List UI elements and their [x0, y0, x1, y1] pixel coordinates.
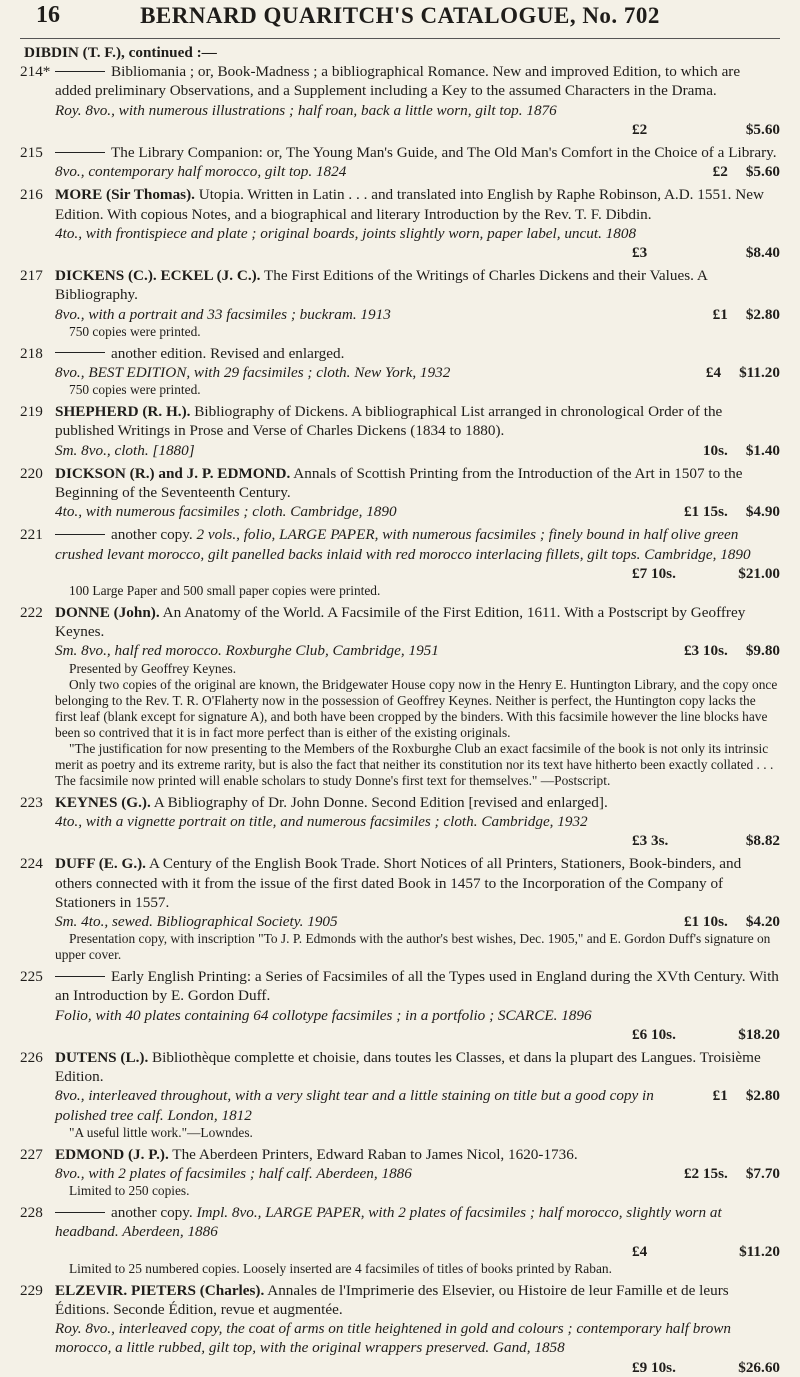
section-heading-text: DIBDIN (T. F.), continued :— — [24, 44, 217, 61]
catalogue-entry — [20, 1048, 780, 1141]
price-gbp: £4 — [705, 364, 722, 382]
price-usd: $26.60 — [738, 1358, 780, 1376]
entry-note: 750 copies were printed. — [69, 382, 201, 398]
price-gbp: £7 10s. — [632, 564, 676, 582]
entry-note: Presentation copy, with inscription "To J. P. Edmonds with the author's best wishes, Dec. 1905," and E. Gordon Duff's signature on upper cover. — [55, 931, 771, 963]
catalogue-entry — [20, 603, 780, 789]
catalogue-entry — [20, 1145, 780, 1199]
entry-title: Early English Printing: a Series of Facsimiles of all the Types used in England during the XVth Century. With an Introduction by E. Gordon Duff. — [55, 968, 779, 1005]
price-gbp: 10s. — [702, 441, 728, 459]
entry-title: The Library Companion: or, The Young Man's Guide, and The Old Man's Comfort in the Choice of a Library. — [111, 144, 777, 162]
entry-number: 222 — [20, 604, 43, 622]
ditto-dash — [55, 352, 105, 353]
entry-imprint: 8vo., interleaved throughout, with a very slight tear and a little staining on title but a good copy in polished tree calf. London, 1812 — [55, 1087, 654, 1124]
entry-note: 750 copies were printed. — [69, 323, 201, 339]
price-usd: $4.20 — [745, 912, 780, 930]
entry-title: The Aberdeen Printers, Edward Raban to James Nicol, 1620-1736. — [172, 1145, 578, 1163]
entry-title: Annales de l'Imprimerie des Elsevier, ou Histoire de leur Famille et de leurs Éditions. Seconde Édition, revue et augmentée. — [55, 1281, 729, 1318]
price-gbp: £3 3s. — [632, 832, 669, 850]
entry-title: Bibliomania ; or, Book-Madness ; a bibliographical Romance. New and improved Edition, to which are added preliminary Observations, and a Supplement including a Key to the assumed Characters in the Drama. — [55, 63, 741, 100]
entry-number: 221 — [20, 526, 43, 544]
entry-number: 216 — [20, 186, 43, 204]
entry-title: A Century of the English Book Trade. Short Notices of all Printers, Stationers, Book-binders, and others connected with it from the issue of the first dated Book in 1457 to the Incorporation of the Company of Stationers in 1557. — [55, 855, 742, 911]
catalogue-entry — [20, 185, 780, 262]
entry-number: 217 — [20, 267, 43, 285]
price-usd: $5.60 — [745, 163, 780, 181]
entry-price-line — [697, 162, 780, 181]
price-usd: $21.00 — [738, 564, 780, 582]
price-usd: $11.20 — [739, 1242, 780, 1260]
entry-price-line — [668, 641, 780, 660]
price-usd: $7.70 — [745, 1164, 780, 1182]
entry-number: 223 — [20, 793, 43, 811]
entry-number: 225 — [20, 968, 43, 986]
entry-price-line — [20, 243, 780, 262]
entry-note-detail: Only two copies of the original are known, the Bridgewater House copy now in the Henry E. Huntington Library, and the copy once belonging to the Rev. T. R. O'Flaherty now in the possession of Geoffrey Keynes. Neither is perfect, the Huntington copy lacks the first leaf (blank except for signature A), and both have been cropped by the binders. With this facsimile however the line blocks have been so contrived that it is in fact more perfect than is either of the existing originals. — [55, 676, 778, 740]
entry-title: Utopia. Written in Latin . . . and translated into English by Raphe Robinson, A.D. 1551. New Edition. With copious Notes, and a biographical and literary Introduction by the Rev. T. F. Dibdin. — [55, 186, 764, 223]
ditto-dash — [55, 534, 105, 535]
entry-number: 218 — [20, 344, 43, 362]
entry-note: 100 Large Paper and 500 small paper copies were printed. — [69, 583, 381, 599]
entry-imprint: Sm. 8vo., cloth. [1880] — [55, 441, 195, 459]
entry-title: Annals of Scottish Printing from the Introduction of the Art in 1507 to the Beginning of the Seventeenth Century. — [55, 464, 743, 502]
entry-imprint: Impl. 8vo., LARGE PAPER, with 2 plates of facsimiles ; half morocco, slightly worn at headband. Aberdeen, 1886 — [55, 1204, 722, 1241]
ditto-dash — [55, 152, 105, 153]
price-gbp: £3 — [632, 244, 648, 262]
entry-imprint: Sm. 4to., sewed. Bibliographical Society. 1905 — [55, 912, 338, 930]
page-number: 16 — [36, 2, 60, 28]
entry-imprint: Roy. 8vo., interleaved copy, the coat of arms on title heightened in gold and colours ; contemporary half brown morocco, a little rubbed, gilt top, with the original wrappers preserved. Gand, 1858 — [55, 1320, 732, 1357]
entry-number: 227 — [20, 1145, 43, 1163]
price-gbp: £4 — [632, 1242, 648, 1260]
price-usd: $4.90 — [745, 503, 780, 521]
price-usd: $1.40 — [745, 441, 780, 459]
entry-author: SHEPHERD (R. H.). — [55, 403, 191, 421]
price-usd: $11.20 — [739, 364, 780, 382]
entry-price-line — [20, 831, 780, 850]
entry-author: DONNE (John). — [55, 604, 160, 622]
entry-price-line — [687, 441, 780, 460]
entry-price-line — [20, 120, 780, 139]
entry-note: "A useful little work."—Lowndes. — [69, 1124, 253, 1140]
entry-title: another copy. — [111, 1204, 193, 1222]
entry-title: The First Editions of the Writings of Charles Dickens and their Values. A Bibliography. — [55, 267, 707, 304]
ditto-dash — [55, 1212, 105, 1213]
price-usd: $2.80 — [745, 305, 780, 323]
entry-title: another edition. Revised and enlarged. — [111, 344, 345, 362]
entry-number: 219 — [20, 403, 43, 421]
page-header — [20, 0, 780, 39]
entry-number: 214* — [20, 63, 51, 81]
ditto-dash — [55, 976, 105, 977]
entry-author: DUTENS (L.). — [55, 1048, 149, 1066]
catalogue-title: BERNARD QUARITCH'S CATALOGUE, No. 702 — [140, 3, 660, 28]
entry-imprint: 8vo., with a portrait and 33 facsimiles ; buckram. 1913 — [55, 305, 391, 323]
price-gbp: £3 10s. — [683, 642, 728, 660]
entry-author: ELZEVIR. PIETERS (Charles). — [55, 1281, 265, 1299]
entry-price-line — [668, 912, 780, 931]
price-gbp: £1 — [712, 1087, 728, 1105]
price-usd: $8.40 — [745, 244, 780, 262]
entry-imprint: Roy. 8vo., with numerous illustrations ; half roan, back a little worn, gilt top. 1876 — [55, 101, 557, 119]
entry-imprint: 2 vols., folio, LARGE PAPER, with numerous facsimiles ; finely bound in half olive green crushed levant morocco, gilt panelled backs inlaid with red morocco interlacing fillets, gilt tops. Cambridge, 1890 — [55, 526, 751, 563]
entry-title: another copy. — [111, 526, 193, 544]
catalogue-entry — [20, 344, 780, 398]
section-heading — [20, 43, 780, 62]
entry-imprint: 4to., with numerous facsimiles ; cloth. Cambridge, 1890 — [55, 503, 397, 521]
entry-author: DICKSON (R.) and J. P. EDMOND. — [55, 464, 291, 482]
entry-author: MORE (Sir Thomas). — [55, 186, 195, 204]
catalogue-entry — [20, 402, 780, 460]
entry-imprint: 8vo., with 2 plates of facsimiles ; half calf. Aberdeen, 1886 — [55, 1164, 412, 1182]
entry-price-line — [20, 1358, 780, 1377]
entry-title: An Anatomy of the World. A Facsimile of the First Edition, 1611. With a Postscript by Geoffrey Keynes. — [55, 604, 746, 641]
entry-price-line — [690, 363, 780, 382]
entry-price-line — [20, 1242, 780, 1261]
entry-imprint: Folio, with 40 plates containing 64 collotype facsimiles ; in a portfolio ; SCARCE. 1896 — [55, 1006, 592, 1024]
catalogue-entry — [20, 793, 780, 851]
ditto-dash — [55, 71, 105, 72]
entry-price-line — [20, 1025, 780, 1044]
entry-price-line — [668, 502, 780, 521]
entry-note: Presented by Geoffrey Keynes. — [69, 660, 237, 676]
price-usd: $5.60 — [745, 120, 780, 138]
price-gbp: £9 10s. — [632, 1358, 676, 1376]
entry-author: DICKENS (C.). ECKEL (J. C.). — [55, 267, 261, 285]
entry-title: A Bibliography of Dr. John Donne. Second Edition [revised and enlarged]. — [153, 793, 608, 811]
entry-author: KEYNES (G.). — [55, 793, 151, 811]
catalogue-entry — [20, 143, 780, 181]
entry-number: 224 — [20, 855, 43, 873]
catalogue-entry — [20, 967, 780, 1044]
entry-note: Limited to 250 copies. — [69, 1183, 190, 1199]
entry-price-line — [20, 564, 780, 583]
catalogue-entry — [20, 62, 780, 139]
catalogue-entry — [20, 1203, 780, 1277]
entry-imprint: 8vo., contemporary half morocco, gilt top. 1824 — [55, 163, 347, 181]
entry-number: 229 — [20, 1281, 43, 1299]
price-usd: $2.80 — [745, 1087, 780, 1105]
price-gbp: £1 10s. — [683, 912, 728, 930]
catalogue-entry — [20, 464, 780, 522]
entry-imprint: Sm. 8vo., half red morocco. Roxburghe Club, Cambridge, 1951 — [55, 642, 439, 660]
price-gbp: £1 15s. — [683, 503, 728, 521]
catalogue-entry — [20, 266, 780, 340]
entry-title: Bibliography of Dickens. A bibliographical List arranged in chronological Order of the published Writings in Prose and Verse of Charles Dickens (1834 to 1880). — [55, 403, 723, 440]
entry-number: 220 — [20, 464, 43, 482]
entry-number: 226 — [20, 1048, 43, 1066]
price-gbp: £6 10s. — [632, 1025, 676, 1043]
catalogue-entries — [20, 43, 780, 1377]
entry-imprint: 4to., with frontispiece and plate ; original boards, joints slightly worn, paper label, uncut. 1808 — [55, 224, 637, 242]
price-gbp: £1 — [712, 305, 728, 323]
price-usd: $18.20 — [738, 1025, 780, 1043]
price-gbp: £2 — [632, 120, 648, 138]
price-usd: $9.80 — [745, 642, 780, 660]
entry-note: Limited to 25 numbered copies. Loosely inserted are 4 facsimiles of titles of books printed by Raban. — [69, 1260, 612, 1276]
entry-number: 215 — [20, 144, 43, 162]
price-gbp: £2 15s. — [683, 1164, 728, 1182]
price-gbp: £2 — [712, 163, 728, 181]
entry-number: 228 — [20, 1204, 43, 1222]
entry-price-line — [697, 1086, 780, 1105]
price-usd: $8.82 — [745, 832, 780, 850]
entry-note-quote: "The justification for now presenting to the Members of the Roxburghe Club an exact facsimile of the book is not only its intrinsic merit as poetry and its extreme rarity, but is also the fact that neither its constitution nor its text have hitherto been exactly collated . . . The facsimile now printed will enable scholars to study Donne's first text for themselves." —Postscript. — [55, 740, 774, 788]
entry-title: Bibliothèque complette et choisie, dans toutes les Classes, et dans la plupart des Langues. Troisième Edition. — [55, 1048, 761, 1086]
entry-price-line — [697, 305, 780, 324]
entry-price-line — [668, 1164, 780, 1183]
catalogue-entry — [20, 854, 780, 963]
entry-author: EDMOND (J. P.). — [55, 1145, 169, 1163]
catalogue-entry — [20, 525, 780, 599]
catalogue-entry — [20, 1281, 780, 1377]
entry-imprint: 8vo., BEST EDITION, with 29 facsimiles ; cloth. New York, 1932 — [55, 364, 451, 382]
entry-imprint: 4to., with a vignette portrait on title, and numerous facsimiles ; cloth. Cambridge, 1932 — [55, 812, 588, 830]
entry-author: DUFF (E. G.). — [55, 855, 146, 873]
